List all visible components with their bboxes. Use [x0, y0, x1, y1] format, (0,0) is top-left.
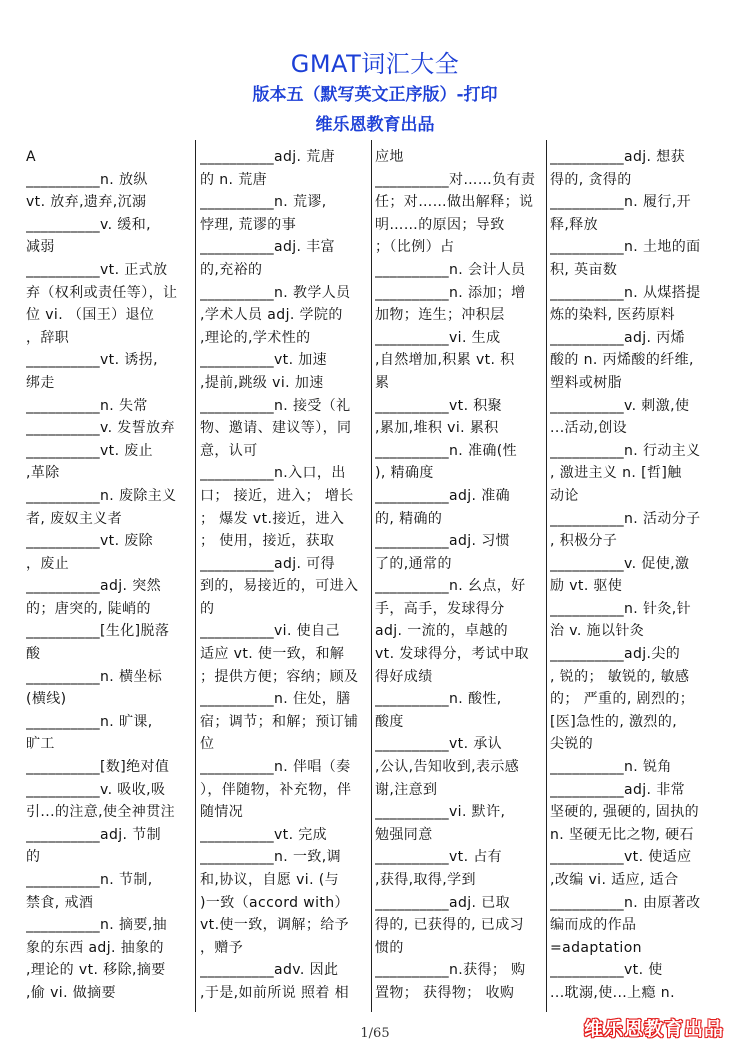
entry-line: ,于是,如前所说 照着 相: [200, 984, 350, 1001]
column-divider: [546, 140, 547, 1012]
entry-line: ，辞职: [26, 329, 70, 346]
entry-line: __________n. 放纵: [26, 171, 148, 188]
entry-line: =adaptation: [550, 939, 642, 956]
entry-line: __________v. 刺激,使: [550, 397, 690, 414]
entry-line: __________n. 接受（礼: [200, 397, 351, 414]
entry-line: __________n.获得； 购: [375, 962, 526, 979]
entry-line: (横线): [26, 691, 67, 708]
entry-line: __________v. 发誓放弃: [26, 420, 175, 437]
entry-line: ），伴随物，补充物，伴: [200, 781, 352, 798]
watermark-logo: 维乐恩教育出品: [584, 1018, 725, 1040]
entry-line: 炼的染料, 医药原料: [550, 307, 675, 324]
entry-line: __________adj. 节制: [26, 826, 162, 843]
entry-line: __________n. 活动分子: [550, 510, 701, 527]
entry-line: __________vt. 使: [550, 962, 663, 979]
entry-line: __________v. 吸收,吸: [26, 781, 166, 798]
entry-line: 酸的 n. 丙烯酸的纤维,: [550, 352, 694, 369]
entry-line: , 激进主义 n. [哲]触: [550, 465, 682, 482]
entry-line: __________n. 失常: [26, 397, 148, 414]
entry-line: __________n. 住处，膳: [200, 691, 351, 708]
entry-line: ,自然增加,积累 vt. 积: [375, 352, 515, 369]
column-divider: [195, 140, 196, 1012]
entry-line: __________vt. 占有: [375, 849, 503, 866]
entry-line: 绑走: [26, 374, 55, 391]
entry-line: __________n. 准确(性: [375, 442, 518, 459]
entry-line: 谢,注意到: [375, 781, 438, 798]
entry-line: __________adj. 丰富: [200, 239, 336, 256]
entry-line: __________adj. 突然: [26, 578, 162, 595]
document-subtitle: 版本五（默写英文正序版）-打印: [252, 85, 498, 105]
entry-line: 手，高手，发球得分: [375, 600, 505, 617]
entry-line: 象的东西 adj. 抽象的: [26, 939, 164, 956]
entry-line: 弃（权利或责任等），让: [26, 284, 178, 301]
document-title: GMAT词汇大全: [290, 50, 460, 78]
entry-line: 坚硬的, 强硬的, 固执的: [550, 804, 700, 821]
entry-line: 物、邀请、建议等），同: [200, 420, 352, 437]
vocab-column-1: [26, 146, 194, 1016]
entry-line: 的；唐突的, 陡峭的: [26, 600, 151, 617]
entry-line: __________n. 由原著改: [550, 894, 701, 911]
entry-line: 累: [375, 374, 390, 391]
entry-line: __________n. 锐角: [550, 759, 672, 776]
entry-line: 位: [200, 736, 215, 753]
entry-line: __________n. 教学人员: [200, 284, 351, 301]
entry-line: __________adj. 可得: [200, 555, 336, 572]
entry-line: ，废止: [26, 555, 70, 572]
entry-line: __________n. 伴唱（奏: [200, 759, 351, 776]
entry-line: __________n. 摘要,抽: [26, 917, 168, 934]
entry-line: [医]急性的, 激烈的,: [550, 713, 678, 730]
entry-line: ), 精确度: [375, 465, 434, 482]
entry-line: __________n. 会计人员: [375, 261, 526, 278]
entry-line: 勉强同意: [375, 826, 433, 843]
entry-line: __________adj. 想获: [550, 149, 686, 165]
entry-line: __________n. 荒谬,: [200, 194, 327, 211]
entry-line: __________n. 幺点，好: [375, 578, 526, 595]
entry-line: 位 vi. （国王）退位: [26, 307, 155, 324]
entry-line: __________adj. 非常: [550, 781, 686, 798]
entry-line: 动论: [550, 487, 579, 504]
entry-line: ；（比例）占: [375, 239, 455, 256]
entry-line: 引...的注意,使全神贯注: [26, 804, 176, 821]
entry-line: 到的，易接近的，可进入: [200, 578, 359, 595]
entry-line: 尖锐的: [550, 736, 594, 753]
entry-line: __________adj.尖的: [550, 646, 681, 663]
entry-line: 的 n. 荒唐: [200, 171, 268, 188]
entry-line: n. 坚硬无比之物, 硬石: [550, 826, 694, 843]
entry-line: 者, 废奴主义者: [26, 510, 123, 527]
entry-line: ；提供方便；容纳；顾及: [200, 668, 359, 685]
entry-line: __________vt. 完成: [200, 826, 328, 843]
entry-line: ...耽溺,使...上瘾 n.: [550, 984, 675, 1001]
entry-line: __________对……负有责: [375, 171, 536, 188]
entry-line: 禁食, 戒酒: [26, 894, 94, 911]
entry-line: 塑料或树脂: [550, 374, 622, 391]
entry-line: __________[数]绝对值: [26, 759, 170, 776]
entry-line: 得的, 贪得的: [550, 171, 632, 188]
entry-line: __________n. 旷课,: [26, 713, 153, 730]
entry-line: , 锐的； 敏锐的, 敏感: [550, 668, 690, 685]
entry-line: __________vt. 正式放: [26, 261, 168, 278]
entry-line: 旷工: [26, 736, 55, 753]
entry-line: ； 使用，接近，获取: [200, 533, 335, 550]
entry-line: ,提前,跳级 vi. 加速: [200, 374, 324, 391]
entry-line: __________n. 从煤搭提: [550, 284, 701, 301]
entry-line: 明……的原因；导致: [375, 216, 505, 233]
entry-line: ,革除: [26, 465, 60, 482]
entry-line: 了的,通常的: [375, 555, 452, 572]
entry-line: 编而成的作品: [550, 917, 637, 934]
entry-line: __________n. 土地的面: [550, 239, 701, 256]
entry-line: __________n. 废除主义: [26, 487, 177, 504]
entry-line: __________n. 针灸,针: [550, 600, 692, 617]
entry-line: 的, 精确的: [375, 510, 443, 527]
entry-line: __________adj. 荒唐: [200, 149, 336, 165]
entry-line: 任；对……做出解释；说: [375, 194, 534, 211]
vocab-column-4: [550, 146, 720, 1016]
entry-line: ,学术人员 adj. 学院的: [200, 307, 343, 324]
entry-line: __________adj. 已取: [375, 894, 511, 911]
entry-line: adj. 一流的，卓越的: [375, 623, 509, 640]
page-number: 1/65: [360, 1026, 390, 1041]
entry-line: __________n. 添加；增: [375, 284, 526, 301]
entry-line: __________n. 横坐标: [26, 668, 163, 685]
entry-line: __________vi. 默许,: [375, 804, 506, 821]
entry-line: __________vi. 使自己: [200, 623, 340, 640]
entry-line: 意，认可: [200, 442, 258, 459]
entry-line: 酸度: [375, 713, 404, 730]
entry-line: 励 vt. 驱使: [550, 578, 623, 595]
entry-line: 的: [200, 600, 215, 617]
entry-line: __________n. 行动主义: [550, 442, 701, 459]
entry-line: 得好成绩: [375, 668, 433, 685]
entry-line: __________v. 促使,激: [550, 555, 690, 572]
entry-line: vt. 放弃,遗弃,沉溺: [26, 194, 147, 211]
entry-line: __________vt. 积聚: [375, 397, 503, 414]
entry-line: 加物；连生；冲积层: [375, 307, 505, 324]
vocab-column-2: [200, 146, 370, 1016]
entry-line: , 积极分子: [550, 533, 618, 550]
entry-line: __________vt. 诱拐,: [26, 352, 158, 369]
entry-line: 悖理, 荒谬的事: [200, 216, 297, 233]
entry-line: ,累加,堆积 vi. 累积: [375, 420, 499, 437]
entry-line: __________[生化]脱落: [26, 623, 170, 640]
entry-line: __________vt. 废止: [26, 442, 154, 459]
entry-line: __________vi. 生成: [375, 329, 501, 346]
entry-line: 的； 严重的, 剧烈的；: [550, 691, 695, 708]
entry-line: ,公认,告知收到,表示感: [375, 759, 520, 776]
entry-line: ...活动,创设: [550, 420, 628, 437]
entry-line: __________v. 缓和,: [26, 216, 151, 233]
entry-line: 应地: [375, 149, 404, 165]
entry-line: 惯的: [375, 939, 404, 956]
entry-line: __________adv. 因此: [200, 962, 339, 979]
entry-line: 随情况: [200, 804, 244, 821]
entry-line: 减弱: [26, 239, 55, 256]
entry-line: __________vt. 废除: [26, 533, 154, 550]
publisher-line: 维乐恩教育出品: [315, 115, 435, 135]
entry-line: ,理论的 vt. 移除,摘要: [26, 962, 166, 979]
entry-line: __________n. 履行,开: [550, 194, 692, 211]
entry-line: vt. 发球得分，考试中取: [375, 646, 529, 663]
column-divider: [371, 140, 372, 1012]
entry-line: 治 v. 施以针灸: [550, 623, 645, 640]
entry-line: 得的, 已获得的, 已成习: [375, 917, 525, 934]
entry-line: 适应 vt. 使一致，和解: [200, 646, 345, 663]
entry-line: __________n. 节制,: [26, 872, 153, 888]
entry-line: 积, 英亩数: [550, 261, 618, 278]
entry-line: 置物； 获得物； 收购: [375, 984, 515, 1001]
entry-line: __________n. 一致,调: [200, 849, 342, 866]
entry-line: __________vt. 承认: [375, 736, 503, 753]
entry-line: 酸: [26, 646, 41, 663]
entry-line: ,获得,取得,学到: [375, 872, 476, 888]
entry-line: ,改编 vi. 适应, 适合: [550, 872, 679, 888]
entry-line: ，赠予: [200, 939, 244, 956]
entry-line: __________adj. 习惯: [375, 533, 511, 550]
entry-line: 和,协议，自愿 vi. (与: [200, 872, 340, 888]
entry-line: __________vt. 使适应: [550, 849, 692, 866]
entry-line: vt.使一致，调解；给予: [200, 917, 350, 934]
entry-line: __________n.入口，出: [200, 465, 346, 482]
vocab-column-3: [375, 146, 545, 1016]
entry-line: )一致（accord with）: [200, 894, 349, 911]
entry-line: 的,充裕的: [200, 261, 263, 278]
entry-line: __________vt. 加速: [200, 352, 328, 369]
entry-line: __________n. 酸性,: [375, 691, 502, 708]
entry-line: ； 爆发 vt.接近，进入: [200, 510, 345, 527]
entry-line: A: [26, 149, 36, 165]
entry-line: 宿；调节；和解；预订铺: [200, 713, 359, 730]
entry-line: ,理论的,学术性的: [200, 329, 311, 346]
entry-line: 口； 接近，进入； 增长: [200, 487, 354, 504]
entry-line: 的: [26, 849, 41, 866]
entry-line: __________adj. 准确: [375, 487, 511, 504]
entry-line: __________adj. 丙烯: [550, 329, 686, 346]
entry-line: ,偷 vi. 做摘要: [26, 984, 116, 1001]
entry-line: 释,释放: [550, 216, 599, 233]
